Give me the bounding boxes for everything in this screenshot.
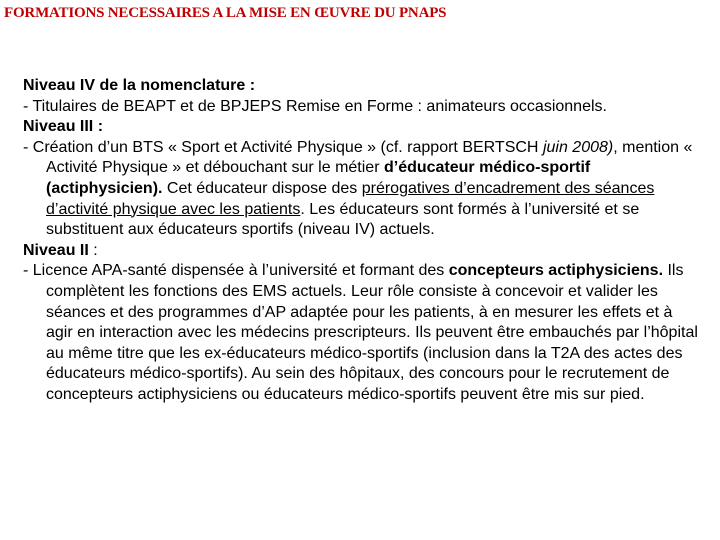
slide-title: FORMATIONS NECESSAIRES A LA MISE EN ŒUVRE DU PNAPS <box>4 5 447 21</box>
niveau-3-tail: . Les éducateurs sont formés à l’université et se substituent aux éducateurs sportifs (niveau IV) actuels. <box>46 200 640 239</box>
niveau-2-role: concepteurs actiphysiciens. <box>448 262 664 280</box>
niveau-3-prerogatives: prérogatives d’encadrement des séances d’activité physique avec les patients <box>46 179 655 218</box>
niveau-2-lead: - Licence APA-santé dispensée à l’université et formant des <box>23 262 449 280</box>
niveau-2-heading <box>23 241 701 262</box>
niveau-2-tail: Ils complètent les fonctions des EMS actuels. Leur rôle consiste à concevoir et valider les séances et des programmes d’AP adaptée pour les patients, à en mesurer les effets et à agir en interaction avec les médecins prescripteurs. Ils peuvent être embauchés par l’hôpital au même titre que les ex-éducateurs médico-sportifs (inclusion dans la T2A des actes des éducateurs médico-sportifs). Au sein des hôpitaux, des concours pour le recrutement de concepteurs actiphysiciens ou éducateurs médico-sportifs peuvent être mis sur pied. <box>46 262 698 403</box>
niveau-2-item <box>23 261 701 405</box>
niveau-3-item <box>23 138 701 241</box>
niveau-2-heading-label: Niveau II <box>23 241 89 259</box>
niveau-3-heading: Niveau III : <box>23 118 104 136</box>
niveau-2-heading-suffix: : <box>88 241 98 259</box>
niveau-3-date: juin 2008) <box>542 138 614 156</box>
niveau-4-heading: Niveau IV de la nomenclature : <box>23 77 256 94</box>
niveau-3-after-role: Cet éducateur dispose des <box>162 179 362 197</box>
niveau-3-lead: - Création d’un BTS « Sport et Activité Physique » (cf. rapport BERTSCH <box>23 138 543 156</box>
niveau-4-item: - Titulaires de BEAPT et de BPJEPS Remise en Forme : animateurs occasionnels. <box>23 97 607 115</box>
niveau-3-mid: , mention « Activité Physique » et débouchant sur le métier <box>46 138 693 177</box>
slide-body <box>23 76 701 406</box>
niveau-3-role: d’éducateur médico-sportif (actiphysicien). <box>46 159 591 197</box>
